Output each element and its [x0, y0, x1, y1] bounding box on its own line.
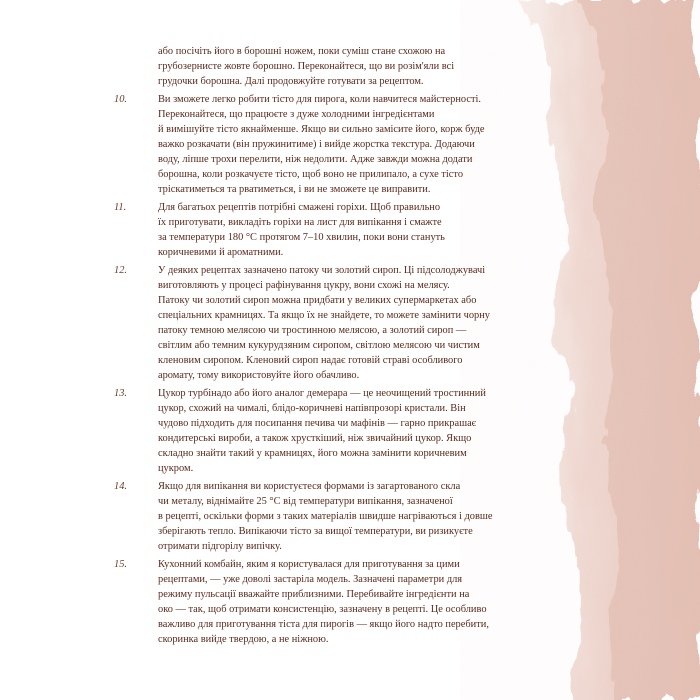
note-text-line: воду, ліпше трохи перелити, ніж недолити. Адже завжди можна додати — [158, 154, 473, 165]
note-text-line: Для багатьох рецептів потрібні смажені горіхи. Щоб правильно — [158, 202, 441, 213]
note-item — [114, 557, 514, 647]
note-text-line: око — так, щоб отримати консистенцію, зазначену в рецепті. Це особливо — [158, 604, 487, 615]
note-text-line: кондитерські вироби, а також хрусткіший, ніж звичайний цукор. Якщо — [158, 433, 472, 444]
note-text-line: Ви зможете легко робити тісто для пирога, коли навчитеся майстерності. — [158, 94, 482, 105]
note-text-line: цукор, схожий на чималі, блідо-коричневі напівпрозорі кристали. Він — [158, 403, 466, 414]
note-text-line: складно знайти такий у крамницях, його можна замінити коричневим — [158, 448, 467, 459]
note-text-line: світлим або темним кукурудзяним сиропом, світлою мелясою чи чистим — [158, 340, 480, 351]
note-text-line: патоку темною мелясою чи тростинною мелясою, а золотий сироп — — [158, 325, 467, 336]
note-number: 10. — [114, 94, 127, 105]
note-number: 12. — [114, 265, 127, 276]
note-text-line: борошна, коли розкачуєте тісто, щоб воно не прилипало, а сухе тісто — [158, 169, 464, 180]
note-text-line: рецептами, — уже доволі застаріла модель. Зазначені параметри для — [158, 574, 463, 585]
note-text-line: коричневими й ароматними. — [158, 247, 284, 258]
note-text-line: режиму пульсації вважайте приблизними. Перебивайте інгредієнти на — [158, 589, 470, 600]
note-text-line: грубозернисте жовте борошно. Переконайтеся, що ви розім'яли всі — [158, 61, 455, 72]
note-text-line: зберігають тепло. Випікаючи тісто за вищої температури, ви ризикуєте — [158, 526, 473, 537]
note-text-line: Цукор турбінадо або його аналог демерара — це неочищений тростинний — [158, 388, 486, 399]
note-item — [114, 263, 514, 383]
note-text-line: виготовляють у процесі рафінування цукру, вони схожі на мелясу. — [158, 280, 450, 291]
note-text-line: або посічіть його в борошні ножем, поки суміш стане схожою на — [158, 46, 446, 57]
note-text-line: спеціальних крамницях. Та якщо їх не знайдете, то можете замінити чорну — [158, 310, 490, 321]
note-text-line: їх приготувати, викладіть горіхи на лист для випікання і смажте — [158, 217, 442, 228]
note-text-line: Переконайтеся, що працюєте з дуже холодними інгредієнтами — [158, 109, 435, 120]
note-text-line: аромату, тому використовуйте його обачливо. — [158, 370, 360, 381]
note-text-line: кленовим сиропом. Кленовий сироп надає готовій страві особливого — [158, 355, 463, 366]
note-item — [136, 44, 514, 89]
note-number: 14. — [114, 481, 127, 492]
note-number: 13. — [114, 388, 127, 399]
note-item — [114, 386, 514, 476]
note-text-line: Якщо для випікання ви користуєтеся формами із загартованого скла — [158, 481, 461, 492]
note-text-line: чудово підходить для посипання печива чи мафінів — гарно прикрашає — [158, 418, 477, 429]
note-text-line: цукром. — [158, 463, 194, 474]
note-text-line: чи металу, віднімайте 25 °С від температури випікання, зазначеної — [158, 496, 453, 507]
note-text-line: й вимішуйте тісто якнайменше. Якщо ви сильно замісите його, корж буде — [158, 124, 485, 135]
note-text-line: важко розкачати (він пружинитиме) і вийде жорстка текстура. Додаючи — [158, 139, 475, 150]
note-text-line: грудочки борошна. Далі продовжуйте готувати за рецептом. — [158, 76, 424, 87]
note-item — [114, 200, 514, 260]
note-text-line: Патоку чи золотий сироп можна придбати у великих супермаркетах або — [158, 295, 477, 306]
note-number: 11. — [114, 202, 127, 213]
note-text-line: Кухонний комбайн, яким я користувалася для приготування за цими — [158, 559, 460, 570]
note-number: 15. — [114, 559, 127, 570]
note-text-line: в рецепті, оскільки форми з таких матеріалів швидше нагріваються і довше — [158, 511, 493, 522]
note-text-line: скоринка вийде твердою, а не ніжною. — [158, 634, 329, 645]
note-text-line: за температури 180 °С протягом 7–10 хвилин, поки вони стануть — [158, 232, 445, 243]
note-text-line: важливо для приготування тіста для пирогів — якщо його надто перебити, — [158, 619, 489, 630]
note-text-line: отримати підгорілу випічку. — [158, 541, 282, 552]
note-text-line: тріскатиметься та рватиметься, і ви не зможете це виправити. — [158, 184, 431, 195]
note-text-line: У деяких рецептах зазначено патоку чи золотий сироп. Ці підсолоджувачі — [158, 265, 486, 276]
recipe-notes — [114, 44, 514, 650]
note-item — [114, 479, 514, 554]
note-item — [114, 92, 514, 197]
